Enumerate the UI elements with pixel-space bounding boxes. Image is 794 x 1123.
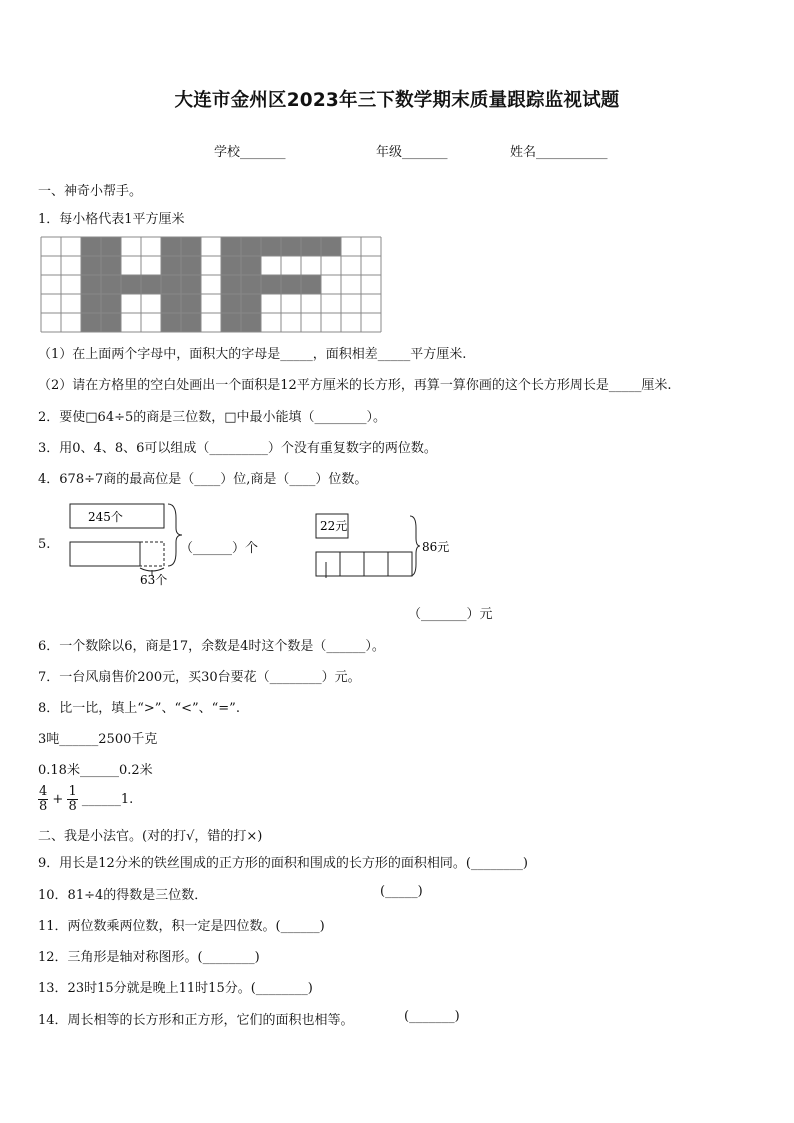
right-brace: [168, 504, 182, 566]
letter-cell: [161, 294, 181, 313]
letter-cell: [221, 275, 241, 294]
question-1: 1．每小格代表1平方厘米: [38, 212, 185, 227]
box-3: [364, 552, 388, 576]
section-2-heading: 二、我是小法官。(对的打√，错的打×): [38, 829, 263, 844]
question-12: 12．三角形是轴对称图形。(________): [38, 950, 260, 965]
question-8-b: 0.18米______0.2米: [38, 763, 153, 778]
letter-cell: [281, 275, 301, 294]
fraction-2-numerator: 1: [68, 784, 77, 799]
letter-cell: [181, 294, 201, 313]
letter-cell: [181, 237, 201, 256]
square-grid: [40, 236, 382, 334]
letter-cell: [161, 275, 181, 294]
question-11: 11．两位数乘两位数，积一定是四位数。(______): [38, 919, 325, 934]
letters-h-f: [81, 237, 341, 332]
question-6: 6．一个数除以6，商是17，余数是4时这个数是（______）。: [38, 639, 385, 654]
letter-cell: [161, 256, 181, 275]
letter-cell: [141, 275, 161, 294]
grade-field: 年级_______: [376, 145, 448, 160]
question-14-answer: (_______): [404, 1009, 460, 1024]
letter-cell: [221, 294, 241, 313]
letter-cell: [121, 275, 141, 294]
q5-left-diagram: [66, 500, 186, 590]
letter-cell: [241, 275, 261, 294]
letter-cell: [221, 256, 241, 275]
letter-cell: [161, 237, 181, 256]
letter-cell: [181, 275, 201, 294]
box-2: [340, 552, 364, 576]
box-4: [388, 552, 412, 576]
top-bar-label: 245个: [88, 510, 123, 524]
letter-cell: [241, 256, 261, 275]
letter-cell: [81, 313, 101, 332]
bottom-bar-label: 63个: [140, 573, 168, 587]
question-1-part-2: （2）请在方格里的空白处画出一个面积是12平方厘米的长方形，再算一算你画的这个长方形周长是_____厘米.: [38, 378, 672, 393]
letter-cell: [101, 275, 121, 294]
question-10: 10．81÷4的得数是三位数．: [38, 888, 208, 903]
fraction-compare-blank: ______1.: [81, 792, 134, 807]
question-8-a: 3吨______2500千克: [38, 732, 158, 747]
q5-right-diagram: [310, 508, 460, 584]
letter-cell: [261, 275, 281, 294]
letter-cell: [81, 237, 101, 256]
bottom-bar-dashed: [140, 542, 164, 566]
total-label: 86元: [422, 540, 450, 554]
name-field: 姓名___________: [510, 145, 608, 160]
plus-sign: +: [52, 792, 64, 807]
letter-cell: [101, 313, 121, 332]
letter-cell: [101, 237, 121, 256]
letter-cell: [101, 256, 121, 275]
letter-cell: [301, 275, 321, 294]
letter-cell: [301, 237, 321, 256]
question-5-number: 5.: [38, 537, 51, 552]
letter-cell: [241, 313, 261, 332]
q5-left-answer: （______）个: [180, 541, 259, 556]
question-1-part-1: （1）在上面两个字母中，面积大的字母是_____，面积相差_____平方厘米.: [38, 347, 467, 362]
price-box-label: 22元: [320, 519, 348, 533]
school-field: 学校_______: [214, 145, 286, 160]
question-2: 2．要使□64÷5的商是三位数，□中最小能填（________）。: [38, 410, 387, 425]
question-9: 9．用长是12分米的铁丝围成的正方形的面积和围成的长方形的面积相同。(________): [38, 856, 528, 871]
letter-cell: [221, 313, 241, 332]
question-4: 4．678÷7商的最高位是（____）位,商是（____）位数。: [38, 472, 368, 487]
letter-cell: [181, 256, 201, 275]
letter-cell: [181, 313, 201, 332]
bottom-bar: [70, 542, 140, 566]
fraction-1-numerator: 4: [39, 784, 48, 799]
letter-cell: [261, 237, 281, 256]
question-14: 14．周长相等的长方形和正方形，它们的面积也相等。: [38, 1013, 354, 1028]
letter-cell: [161, 313, 181, 332]
fraction-2-denominator: 8: [68, 799, 77, 814]
fraction-2: [67, 785, 77, 814]
question-3: 3．用0、4、8、6可以组成（_________）个没有重复数字的两位数。: [38, 441, 437, 456]
question-13: 13．23时15分就是晚上11时15分。(________): [38, 981, 313, 996]
fraction-1-denominator: 8: [39, 799, 48, 814]
letter-cell: [321, 237, 341, 256]
q5-right-answer: （_______）元: [408, 607, 493, 622]
question-8-c: [38, 785, 133, 814]
letter-cell: [81, 294, 101, 313]
letter-cell: [241, 237, 261, 256]
letter-cell: [81, 275, 101, 294]
question-8: 8．比一比，填上“>”、“<”、“=”.: [38, 701, 240, 716]
letter-cell: [221, 237, 241, 256]
letter-cell: [101, 294, 121, 313]
box-1: [316, 552, 340, 576]
letter-cell: [81, 256, 101, 275]
letter-cell: [241, 294, 261, 313]
question-7: 7．一台风扇售价200元，买30台要花（________）元。: [38, 670, 361, 685]
page-title: 大连市金州区2023年三下数学期末质量跟踪监视试题: [174, 90, 620, 111]
section-1-heading: 一、神奇小帮手。: [38, 184, 143, 199]
question-10-answer: (_____): [380, 884, 423, 899]
fraction-1: [38, 785, 48, 814]
letter-cell: [281, 237, 301, 256]
